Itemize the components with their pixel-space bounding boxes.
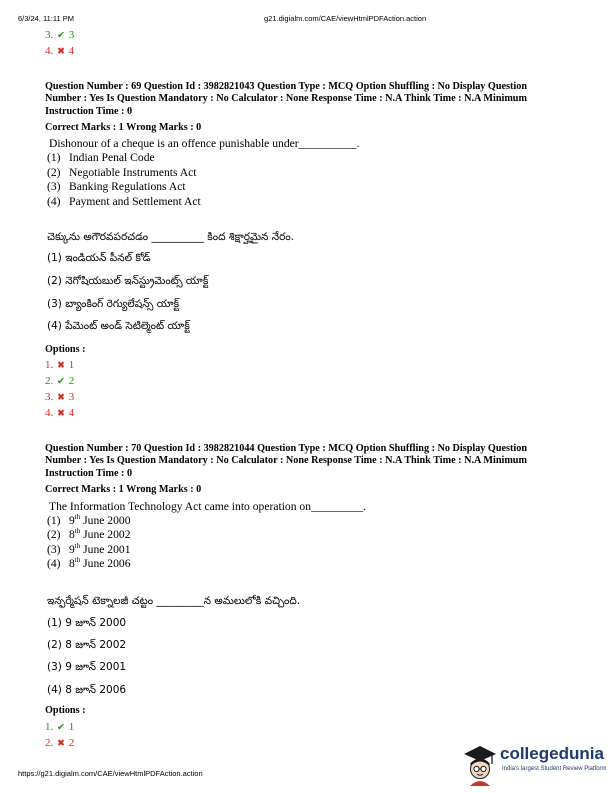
- cross-icon: ✖: [57, 409, 65, 419]
- answer-choice-telugu: (1) ఇండియన్ పీనల్ కోడ్: [47, 252, 151, 264]
- answer-choice-telugu: (4) పేమెంట్ అండ్ సెటిల్మెంట్ యాక్ట్: [47, 320, 190, 332]
- answer-choice: (2) Negotiable Instruments Act: [47, 166, 197, 179]
- option-line: 2. ✔ 2: [45, 375, 75, 387]
- print-datetime: 6/3/24, 11:11 PM: [18, 14, 75, 23]
- brand-tagline: India's largest Student Review Platform: [502, 766, 607, 772]
- answer-choice-telugu: (4) 8 జూన్ 2006: [47, 684, 127, 696]
- cross-icon: ✖: [57, 393, 65, 403]
- check-icon: ✔: [57, 377, 65, 387]
- question-text-telugu: ఇన్ఫర్మేషన్ టెక్నాలజీ చట్టం _________న అమలులోకి వచ్చింది.: [47, 595, 301, 607]
- option-line: 3. ✔ 3: [45, 29, 75, 41]
- options-heading: Options :: [45, 705, 86, 716]
- cross-icon: ✖: [57, 739, 65, 749]
- option-line: 4. ✖ 4: [45, 407, 75, 419]
- answer-choice: (4) Payment and Settlement Act: [47, 195, 201, 208]
- check-icon: ✔: [57, 723, 65, 733]
- answer-choice-telugu: (2) 8 జూన్ 2002: [47, 639, 127, 651]
- question-marks: Correct Marks : 1 Wrong Marks : 0: [45, 122, 202, 133]
- option-line: 1. ✖ 1: [45, 359, 75, 371]
- print-url: g21.digialm.com/CAE/viewHtmlPDFAction.action: [264, 14, 427, 23]
- question-marks: Correct Marks : 1 Wrong Marks : 0: [45, 484, 202, 495]
- option-line: 3. ✖ 3: [45, 391, 75, 403]
- question-header: Question Number : 70 Question Id : 3982821044 Question Type : MCQ Option Shuffling : No Display Question Number : Yes Is Question Mandatory : No Calculator : None Response Time : N.A Think Time : N.A Minimum Instruction Time : 0: [45, 443, 527, 479]
- cross-icon: ✖: [57, 47, 65, 57]
- answer-choice-telugu: (2) నెగోషియబుల్ ఇన్‌స్ట్రుమెంట్స్ యాక్ట్: [47, 275, 209, 287]
- question-text: The Information Technology Act came into operation on_________.: [49, 500, 367, 513]
- option-line: 2. ✖ 2: [45, 737, 75, 749]
- options-heading: Options :: [45, 344, 86, 355]
- option-line: 1. ✔ 1: [45, 721, 75, 733]
- graduate-mascot-icon: [462, 742, 498, 788]
- collegedunia-logo: [462, 742, 612, 790]
- answer-choice: (1) 9th June 2000: [47, 513, 131, 527]
- answer-choice: (1) Indian Penal Code: [47, 151, 155, 164]
- question-header: Question Number : 69 Question Id : 3982821043 Question Type : MCQ Option Shuffling : No Display Question Number : Yes Is Question Mandatory : No Calculator : None Response Time : N.A Think Time : N.A Minimum Instruction Time : 0: [45, 81, 527, 117]
- option-line: 4. ✖ 4: [45, 45, 75, 57]
- answer-choice: (3) Banking Regulations Act: [47, 180, 186, 193]
- answer-choice-telugu: (3) 9 జూన్ 2001: [47, 661, 127, 673]
- footer-url: https://g21.digialm.com/CAE/viewHtmlPDFAction.action: [18, 769, 203, 778]
- check-icon: ✔: [57, 31, 65, 41]
- cross-icon: ✖: [57, 361, 65, 371]
- answer-choice: (4) 8th June 2006: [47, 556, 131, 570]
- question-text: Dishonour of a cheque is an offence punishable under__________.: [49, 137, 360, 150]
- answer-choice: (3) 9th June 2001: [47, 542, 131, 556]
- brand-name: collegedunia: [500, 744, 604, 763]
- answer-choice-telugu: (1) 9 జూన్ 2000: [47, 617, 127, 629]
- question-text-telugu: చెక్కును అగౌరవపరచడం __________ కింద శిక్షార్హమైన నేరం.: [47, 231, 295, 243]
- answer-choice: (2) 8th June 2002: [47, 527, 131, 541]
- answer-choice-telugu: (3) బ్యాంకింగ్ రెగ్యులేషన్స్ యాక్ట్: [47, 298, 180, 310]
